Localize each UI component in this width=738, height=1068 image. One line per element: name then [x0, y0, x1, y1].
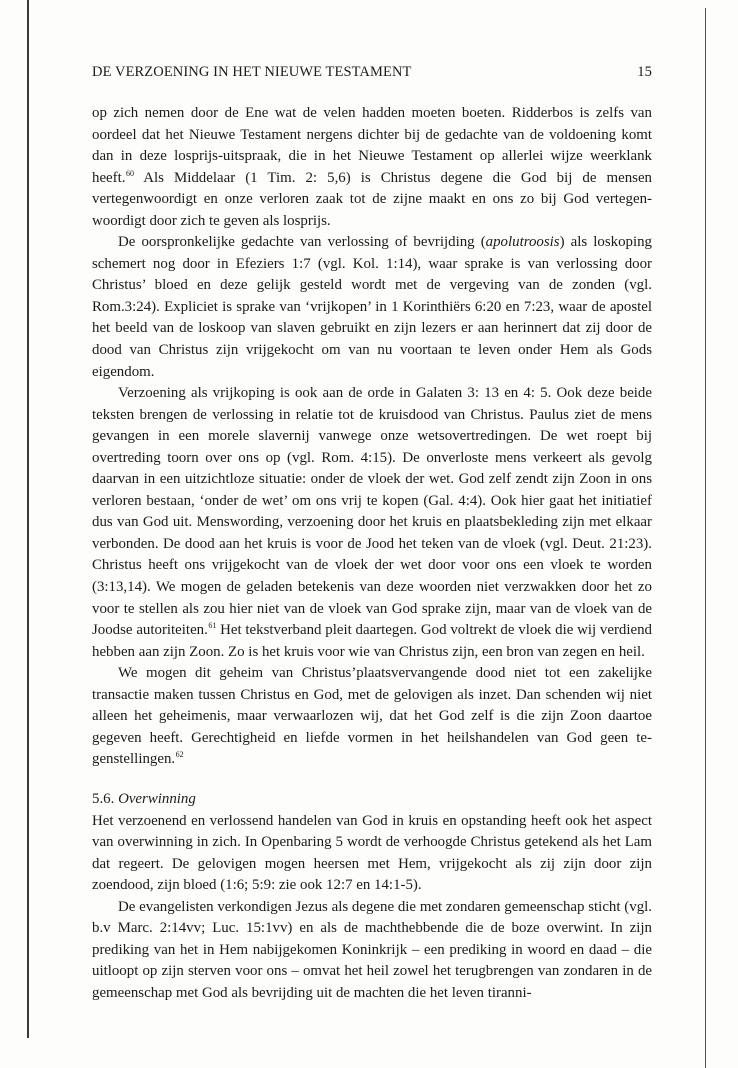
- page-body: [92, 103, 652, 1004]
- paragraph-6: De evangelisten verkondigen Jezus als degene die met zondaren gemeenschap sticht (vgl. b.v Marc. 2:14vv; Luc. 15:1vv) en als de machthebbende die de boze overwint. In zijn prediking van het in Hem nabijgekomen Koninkrijk – een prediking in woord en daad – die uitloopt op zijn sterven voor ons – omvat het heil zowel het terugbrengen van zondaren in de gemeenschap met God als bevrijding uit de machten die het leven tiranni-: [92, 898, 652, 1001]
- section-number: 5.6.: [92, 790, 119, 807]
- paragraph-3-text-b: Het tekstverband pleit daartegen. God voltrekt de vloek die wij verdiend hebben aan zijn Zoon. Zo is het kruis voor wie van Christus zijn, een bron van zegen en heil.: [92, 622, 653, 660]
- section-heading: [92, 789, 652, 811]
- paragraph-5: Het verzoenend en verlossend handelen van God in kruis en opstanding heeft ook het aspect van overwinning in zich. In Openbaring 5 wordt de verhoogde Christus getekend als het Lam dat regeert. De gelovigen mogen heersen met Hem, vrijgekocht als zij zijn door zijn zoendood, zijn bloed (1:6; 5:9: zie ook 12:7 en 14:1-5).: [92, 812, 652, 894]
- paragraph-2-text-b: ) als loskoping schemert nog door in Efeziers 1:7 (vgl. Kol. 1:14), waar sprake is van verlossing door Christus’ bloed en deze gelijk gesteld wordt met de vergeving van de zonden (vgl. Rom.3:24). Expliciet is sprake van ‘vrijkopen’ in 1 Korinthiërs 6:20 en 7:23, waar de apostel het beeld van de loskoop van slaven gebruikt en zijn lezers er aan herinnert dat zij door de dood van Christus zijn vrijgekocht om van nu voortaan te leven onder Hem als Gods eigendom.: [92, 234, 653, 380]
- page-edge-right: [705, 8, 706, 1068]
- running-title: DE VERZOENING IN HET NIEUWE TESTAMENT: [92, 64, 412, 80]
- paragraph-2-text-a: De oorspronkelijke gedachte van verlossing of bevrijding (: [118, 234, 486, 251]
- paragraph-1: [92, 103, 652, 232]
- footnote-ref-60: 60: [125, 168, 134, 178]
- section-spacer: [92, 771, 652, 789]
- running-header: [92, 64, 652, 81]
- paragraph-1-text-b: Als Middelaar (1 Tim. 2: 5,6) is Christus degene die God bij de mensen vertegenwoordigt en onze verloren zaak tot de zijne maakt en ons zo bij God vertegenwoordigt door zich te geven als losprijs.: [92, 169, 652, 229]
- footnote-ref-61: 61: [208, 621, 217, 631]
- section-title: Overwinning: [118, 790, 196, 807]
- paragraph-3-text-a: Verzoening als vrijkoping is ook aan de orde in Galaten 3: 13 en 4: 5. Ook deze beide teksten brengen de verlossing in relatie tot de kruisdood van Christus. Paulus ziet de mens gevangen in een morele slavernij vanwege onze wetsovertredingen. De wet roept bij overtreding toorn over ons op (vgl. Rom. 4:15). De onverloste mens verkeert als gevolg daarvan in een uitzichtloze situatie: onder de vloek der wet. God zelf zendt zijn Zoon in ons verloren bestaan, ‘onder de wet’ om ons vrij te kopen (Gal. 4:4). Ook hier gaat het initiatief dus van God uit. Menswording, verzoening door het kruis en plaatsbekleding zijn met elkaar verbonden. De dood aan het kruis is voor de Jood het teken van de vloek (vgl. Deut. 21:23). Christus heeft ons vrijgekocht van de vloek der wet door voor ons een vloek te worden (3:13,14). We mogen de geladen betekenis van deze woorden niet verzwakken door het zo voor te stellen als zou hier niet van de vloek van God sprake zijn, maar van de vloek van de Joodse autoriteiten.: [92, 385, 652, 639]
- footnote-ref-62: 62: [175, 750, 184, 760]
- term-apolutroosis: apolutroosis: [485, 234, 560, 251]
- page-edge-left: [27, 0, 29, 1038]
- paragraph-1-text-a: op zich nemen door de Ene wat de velen hadden moeten boeten. Ridderbos is zelfs van oordeel dat het Nieuwe Testament nergens dichter bij de gedachte van de voldoening komt dan in deze losprijs-uitspraak, die in het Nieuwe Testament op allerlei wijze weerklank heeft.: [92, 105, 652, 186]
- paragraph-4: [92, 663, 652, 771]
- paragraph-3: [92, 383, 652, 663]
- paragraph-4-text: We mogen dit geheim van Christus’plaatsvervangende dood niet tot een zakelijke transactie maken tussen Christus en God, met de gelovigen als inzet. Dan schenden wij niet alleen het geheimenis, maar verwaarlozen wij, dat het God zelf is die zijn Zoon daartoe gegeven heeft. Gerechtigheid en liefde vormen in het heilshandelen van God geen tegenstellingen.: [92, 665, 652, 768]
- page-number: 15: [637, 64, 652, 80]
- paragraph-2: [92, 232, 652, 383]
